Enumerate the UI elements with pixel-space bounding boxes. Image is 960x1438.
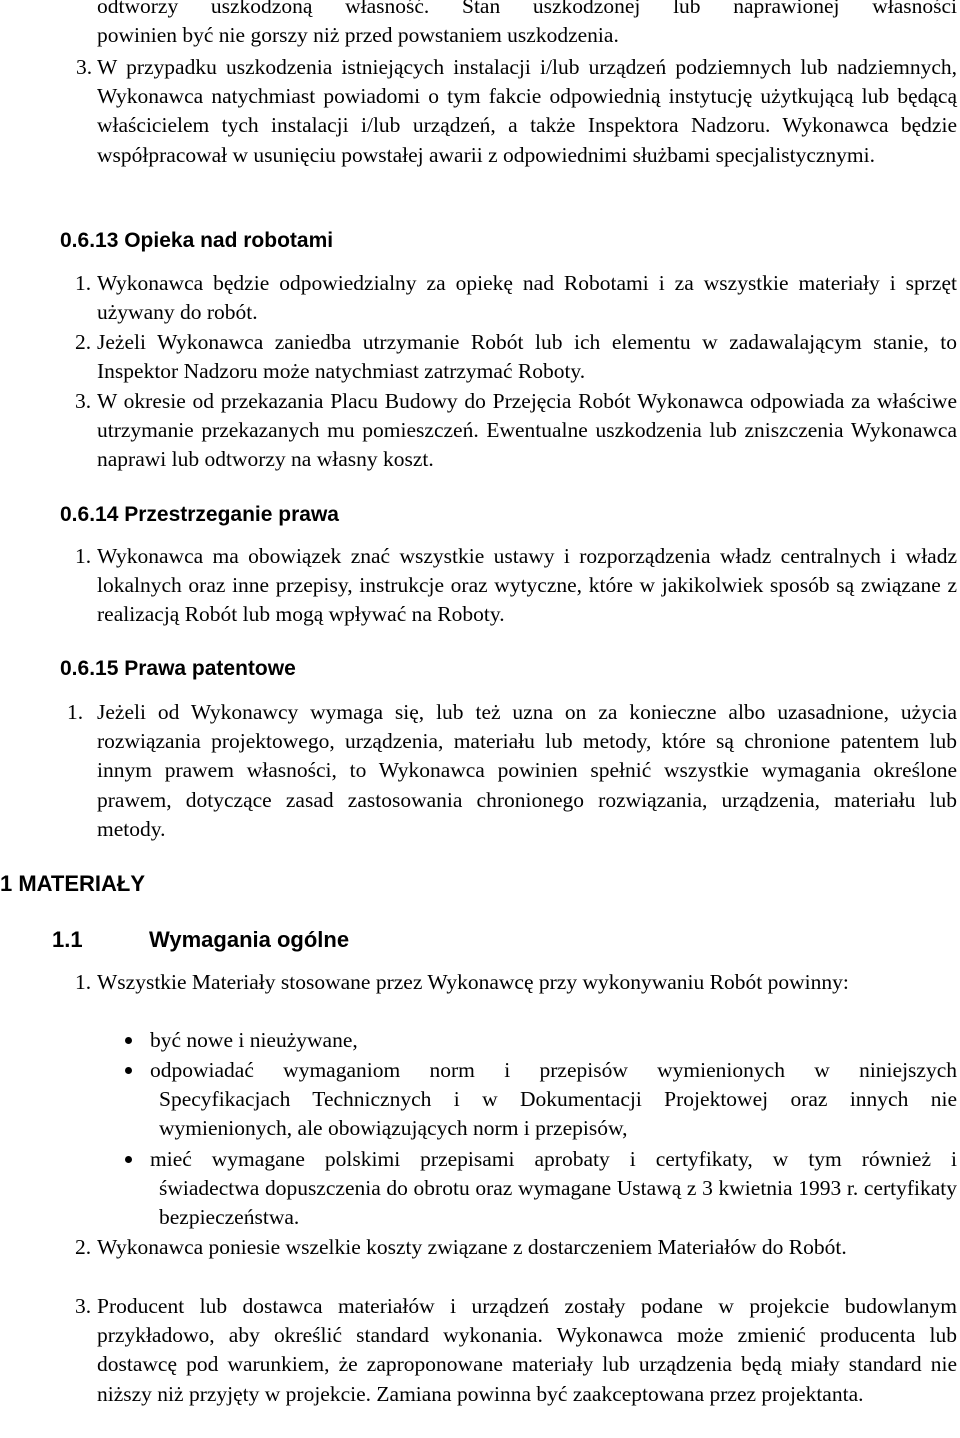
lead-paragraph xyxy=(97,0,957,50)
list-item-text: Wykonawca będzie odpowiedzialny za opiekę nad Robotami i za wszystkie materiały i sprzęt używany do robót. xyxy=(97,271,957,325)
bullet-dot xyxy=(125,1037,132,1044)
list-item-text: Jeżeli Wykonawca zaniedba utrzymanie Robót lub ich elementu w zadawalającym stanie, to Inspektor Nadzoru może natychmiast zatrzymać Roboty. xyxy=(97,330,957,384)
list-item-number: 1. xyxy=(75,271,92,295)
list-item-text: W przypadku uszkodzenia istniejących instalacji i/lub urządzeń podziemnych lub nadziemnych, Wykonawca natychmiast powiadomi o tym fakcie odpowiednią instytucję użytkującą lub będącą właścicielem tych instalacji i/lub urządzeń, a także Inspektora Nadzoru. Wykonawca będzie współpracował w usunięciu powstałej awarii z odpowiednimi służbami specjalistycznymi. xyxy=(97,55,957,167)
section-heading-0613: 0.6.13 Opieka nad robotami xyxy=(60,229,334,252)
bullet-first-line: odpowiadać wymaganiom norm i przepisów wymienionych w niniejszych xyxy=(150,1058,957,1082)
list-item-number: 1. xyxy=(67,700,84,724)
bullet-first-line: mieć wymagane polskimi przepisami aprobaty i certyfikaty, w tym również i xyxy=(150,1147,957,1171)
section-number: 1.1 xyxy=(52,927,83,952)
section-heading-11 xyxy=(52,926,350,954)
bullet-dot xyxy=(125,1067,132,1074)
list-item-number: 2. xyxy=(75,330,92,354)
lead-line-2: powinien być nie gorszy niż przed powstaniem uszkodzenia. xyxy=(97,23,619,48)
list-item-text: Wszystkie Materiały stosowane przez Wykonawcę przy wykonywaniu Robót powinny: xyxy=(97,970,849,994)
list-item-text: W okresie od przekazania Placu Budowy do Przejęcia Robót Wykonawca odpowiada za właściwe utrzymanie przekazanych mu pomieszczeń. Ewentualne uszkodzenia lub zniszczenia Wykonawca naprawi lub odtworzy na własny koszt. xyxy=(97,389,957,472)
section-heading-0614: 0.6.14 Przestrzeganie prawa xyxy=(60,503,339,526)
list-item-number: 1. xyxy=(75,970,92,994)
bullet-text xyxy=(150,1056,957,1144)
section-title: Wymagania ogólne xyxy=(149,927,350,952)
bullet-continuation: świadectwa dopuszczenia do obrotu oraz wymagane Ustawą z 3 kwietnia 1993 r. certyfikaty bezpieczeństwa. xyxy=(159,1176,957,1230)
list-item-number: 3. xyxy=(75,1294,92,1318)
list-item-number: 1. xyxy=(75,544,92,568)
chapter-heading: 1 MATERIAŁY xyxy=(0,871,146,896)
list-item-text: Jeżeli od Wykonawcy wymaga się, lub też uzna on za konieczne albo uzasadnione, użycia rozwiązania projektowego, urządzenia, materiału lub metody, które są chronione patentem lub innym prawem własności, to Wykonawca powinien spełnić wszystkie wymagania określone prawem, dotyczące zasad zastosowania chronionego rozwiązania, urządzenia, materiału lub metody. xyxy=(97,700,957,841)
bullet-text xyxy=(150,1026,957,1055)
lead-line-1: odtworzy uszkodzoną własność. Stan uszkodzonej lub naprawionej własności xyxy=(97,0,957,18)
list-item-number: 3. xyxy=(75,389,92,413)
list-item-text: Producent lub dostawca materiałów i urządzeń zostały podane w projekcie budowlanym przykładowo, aby określić standard wykonania. Wykonawca może zmienić producenta lub dostawcę pod warunkiem, że zaproponowane materiały lub urządzenia będą miały standard nie niższy niż przyjęty w projekcie. Zamiana powinna być zaakceptowana przez projektanta. xyxy=(97,1294,957,1406)
list-item-text: Wykonawca ma obowiązek znać wszystkie ustawy i rozporządzenia władz centralnych i władz lokalnych oraz inne przepisy, instrukcje oraz wytyczne, które w jakikolwiek sposób są związane z realizacją Robót lub mogą wpływać na Roboty. xyxy=(97,544,957,627)
list-item-number: 2. xyxy=(75,1235,92,1259)
section-heading-0615: 0.6.15 Prawa patentowe xyxy=(60,657,296,680)
list-item-number: 3. xyxy=(76,55,93,79)
bullet-dot xyxy=(125,1156,132,1163)
bullet-text xyxy=(150,1145,957,1233)
bullet-continuation: Specyfikacjach Technicznych i w Dokumentacji Projektowej oraz innych nie wymienionych, ale obowiązujących norm i przepisów, xyxy=(159,1087,957,1141)
list-item-text: Wykonawca poniesie wszelkie koszty związane z dostarczeniem Materiałów do Robót. xyxy=(97,1235,847,1259)
bullet-first-line: być nowe i nieużywane, xyxy=(150,1028,358,1052)
